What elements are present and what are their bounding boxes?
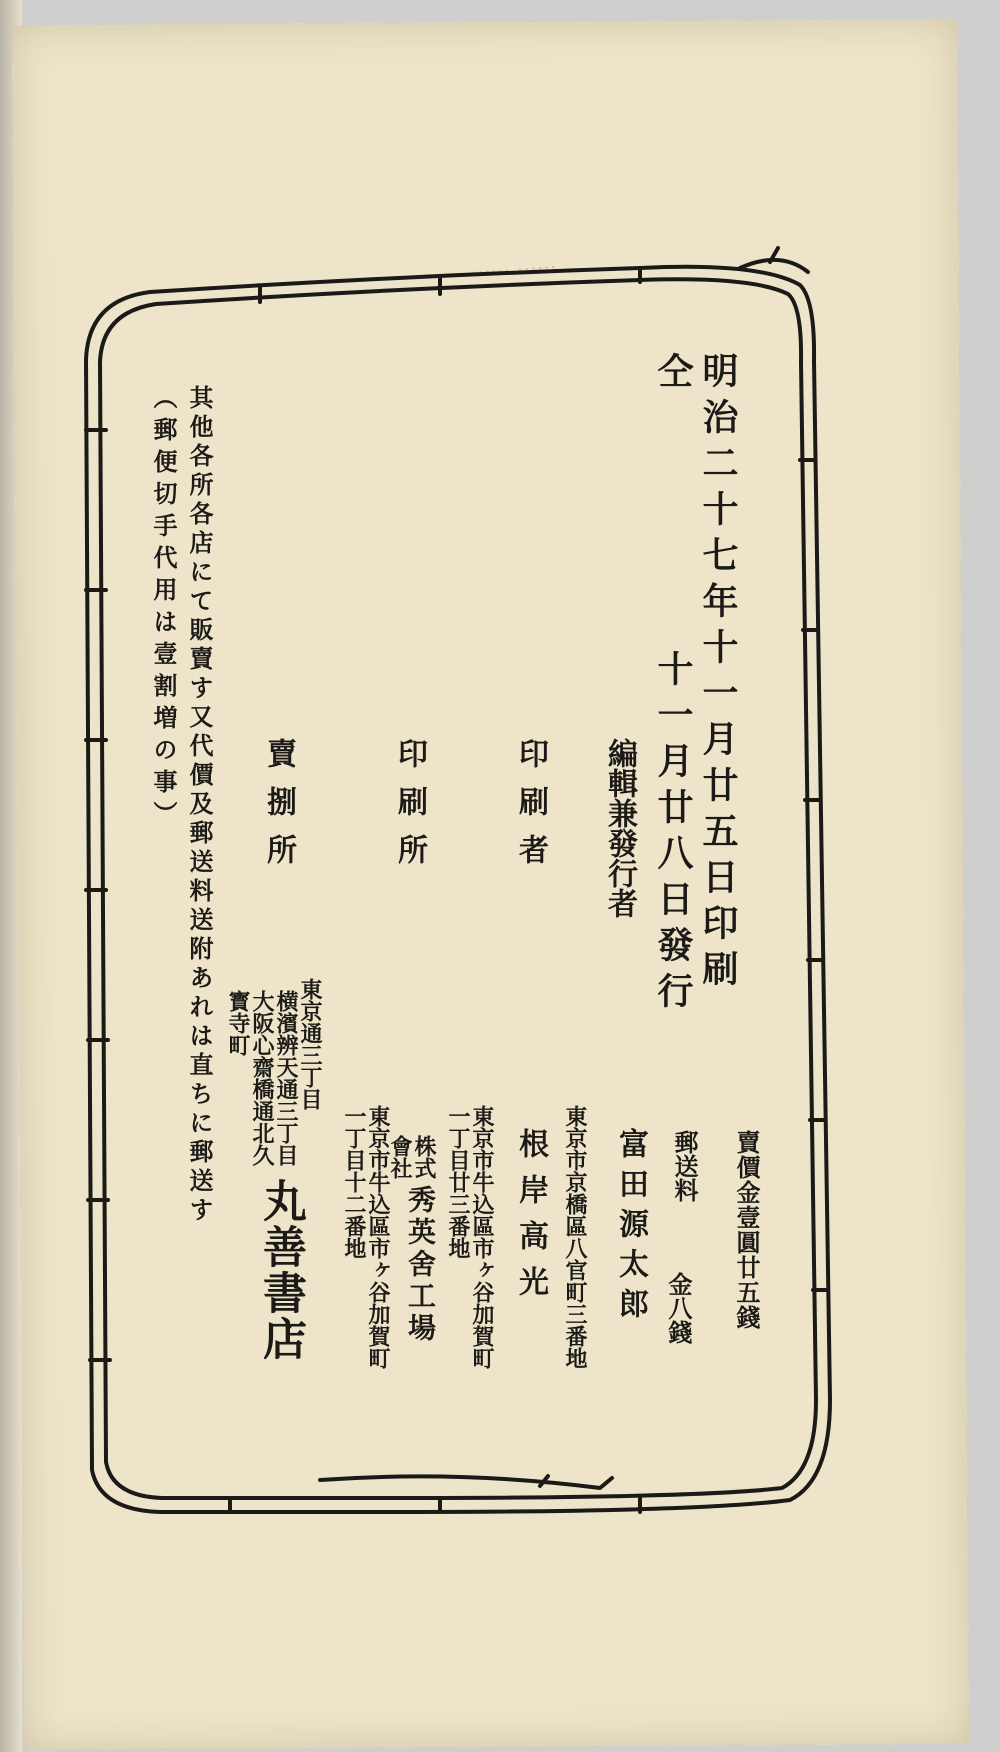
printshop-name: 秀英舍工場	[404, 1185, 437, 1345]
show-through-text: …… ……	[469, 249, 558, 279]
seller-address-2: 横濱辨天通三丁目	[273, 990, 299, 1166]
seller-name: 丸善書店	[255, 1178, 306, 1362]
seller-label: 賣捌所	[261, 738, 296, 882]
seller-address-3: 大阪心齋橋通北久	[249, 990, 275, 1166]
printer-label: 印刷者	[513, 738, 548, 882]
sales-note: 其他各所各店にて販賣す又代價及郵送料送附あれは直ちに郵送す	[185, 385, 214, 1226]
seller-address-1: 東京通三丁目	[297, 978, 323, 1110]
issue-date: 十一月廿八日發行	[652, 650, 694, 1018]
printshop-address-2: 一丁目十二番地	[341, 1105, 367, 1259]
postage-label: 郵送料	[670, 1130, 699, 1202]
stamp-note: （郵便切手代用は壹割増の事）	[149, 385, 178, 833]
seller-address-4: 寳寺町	[225, 990, 251, 1056]
postage-value: 金八錢	[664, 1272, 693, 1344]
editor-address: 東京市京橋區八官町三番地	[562, 1105, 588, 1369]
same-year-mark: 仝	[652, 352, 694, 398]
printer-address-2: 一丁目廿三番地	[445, 1105, 471, 1259]
price: 賣價金壹圓廿五錢	[732, 1130, 761, 1330]
printshop-company-1: 株式	[411, 1135, 437, 1179]
print-date: 明治二十七年十一月廿五日印刷	[697, 352, 739, 996]
printer-address-1: 東京市牛込區市ヶ谷加賀町	[469, 1105, 495, 1369]
printshop-company-2: 會社	[387, 1135, 413, 1179]
printshop-address-1: 東京市牛込區市ヶ谷加賀町	[365, 1105, 391, 1369]
editor-name: 富田源太郎	[613, 1128, 648, 1328]
printshop-label: 印刷所	[392, 738, 427, 882]
editor-label: 編輯兼發行者	[602, 738, 637, 918]
printer-name: 根岸高光	[513, 1128, 548, 1312]
